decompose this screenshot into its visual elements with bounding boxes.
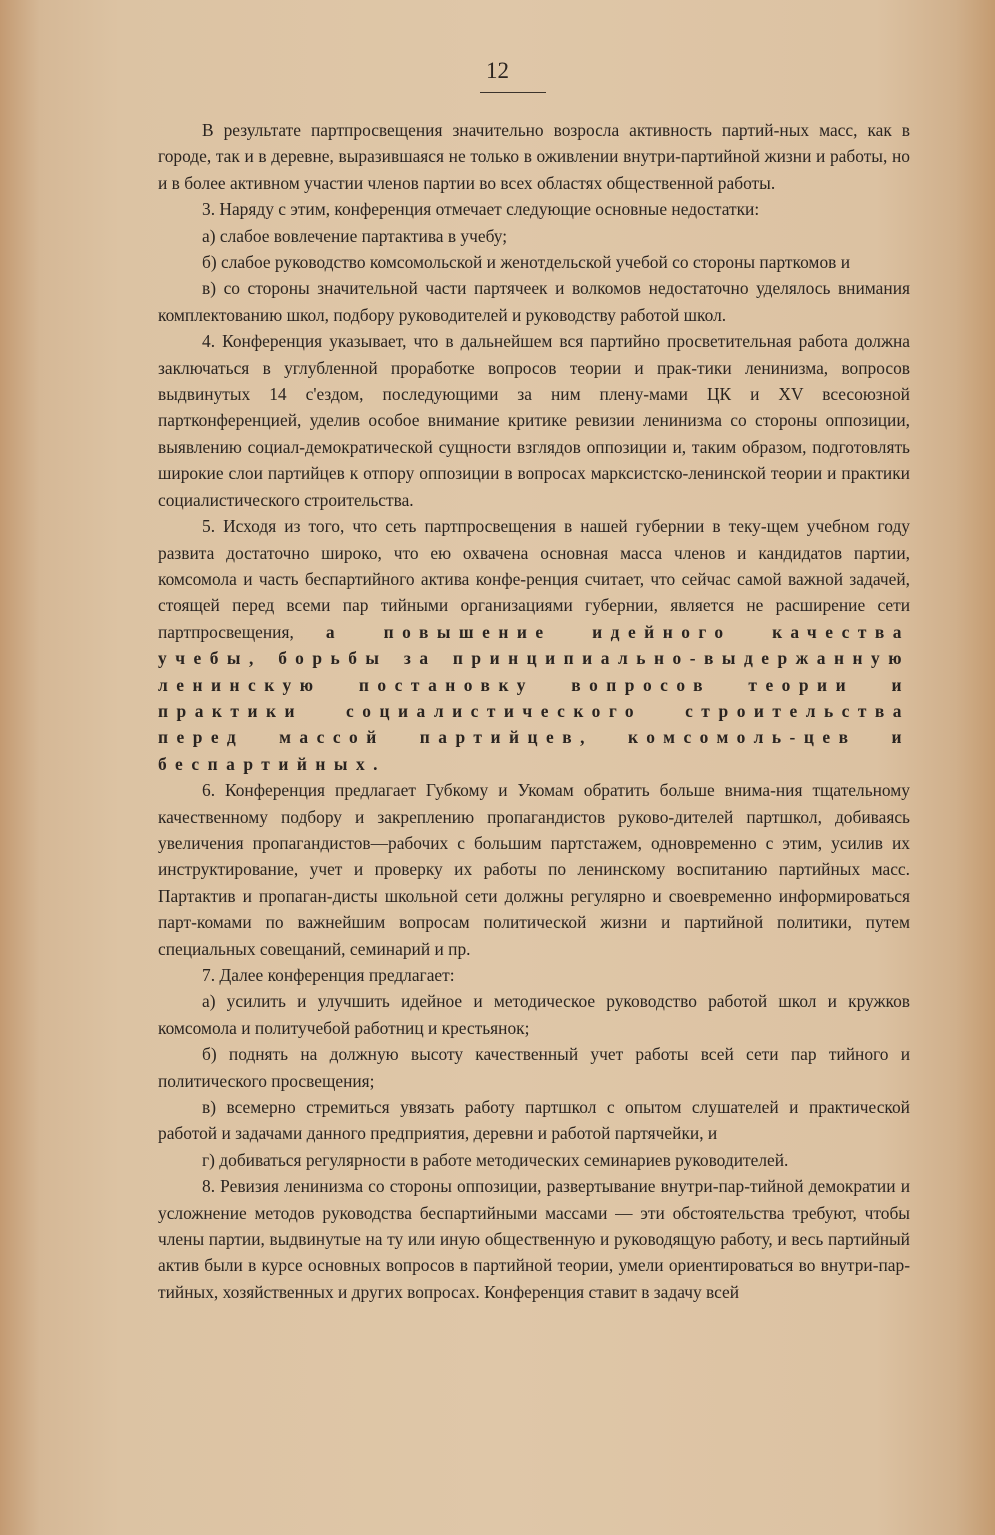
paragraph-5-emphasis: а повышение идейного качества учебы, борьбы за принципиально-выдержанную ленинскую постановку вопросов теории и практики социалистического строительства перед массой партийцев, комсомоль-цев и беспартийных. bbox=[158, 621, 910, 774]
body-text bbox=[158, 117, 910, 1305]
paragraph-3b: б) слабое руководство комсомольской и женотдельской учебой со стороны парткомов и bbox=[202, 252, 851, 273]
page-number-rule bbox=[480, 92, 546, 93]
page-number: 12 bbox=[486, 58, 509, 83]
paragraph-7c: в) всемерно стремиться увязать работу партшкол с опытом слушателей и практической работой и задачами данного предприятия, деревни и работой партячейки, и bbox=[158, 1097, 910, 1144]
paragraph-7b: б) поднять на должную высоту качественный учет работы всей сети пар тийного и политического просвещения; bbox=[158, 1044, 910, 1091]
paragraph-6: 6. Конференция предлагает Губкому и Укомам обратить больше внима-ния тщательному качественному подбору и закреплению пропагандистов руково-дителей партшкол, добиваясь увеличения пропагандистов—рабочих с большим партстажем, одновременно с этим, усилив их инструктирование, учет и проверку их работы по ленинскому воспитанию партийных масс. Партактив и пропаган-дисты школьной сети должны регулярно и своевременно информироваться парт-комами по важнейшим вопросам политической жизни и партийной политики, путем специальных совещаний, семинарий и пр. bbox=[158, 780, 910, 959]
paragraph-5 bbox=[158, 513, 910, 777]
paragraph-4: 4. Конференция указывает, что в дальнейшем вся партийно просветительная работа должна заключаться в углубленной проработке вопросов теории и прак-тики ленинизма, вопросов выдвинутых 14 с'ездом, последующими за ним плену-мами ЦК и XV всесоюзной партконференцией, уделив особое внимание критике ревизии ленинизма со стороны оппозиции, выявлению социал-демократической сущности взглядов оппозиции и, таким образом, подготовлять широкие слои партийцев к отпору оппозиции в вопросах марксистско-ленинской теории и практики социалистического строительства. bbox=[158, 331, 910, 510]
paragraph-3a: а) слабое вовлечение партактива в учебу; bbox=[202, 225, 508, 246]
paragraph-3: 3. Наряду с этим, конференция отмечает следующие основные недостатки: bbox=[202, 199, 760, 220]
paragraph-intro: В результате партпросвещения значительно возросла активность партий-ных масс, как в городе, так и в деревне, выразившаяся не только в оживлении внутри-партийной жизни и работы, но и в более активном участии членов партии во всех областях общественной работы. bbox=[158, 120, 910, 193]
paragraph-7: 7. Далее конференция предлагает: bbox=[202, 965, 455, 985]
paragraph-7d: г) добиваться регулярности в работе методических семинариев руководителей. bbox=[202, 1149, 789, 1170]
paragraph-3c: в) со стороны значительной части партячеек и волкомов недостаточно уделялось внимания комплектованию школ, подбору руководителей и руководству работой школ. bbox=[158, 278, 910, 325]
paragraph-7a: а) усилить и улучшить идейное и методическое руководство работой школ и кружков комсомола и политучебой работниц и крестьянок; bbox=[158, 991, 910, 1038]
paragraph-5-text: 5. Исходя из того, что сеть партпросвещения в нашей губернии в теку-щем учебном году развита достаточно широко, что ею охвачена основная масса членов и кандидатов партии, комсомола и часть беспартийного актива конфе-ренция считает, что сейчас самой важной задачей, стоящей перед всеми пар тийными организациями губернии, является не расширение сети партпросвещения, bbox=[158, 516, 910, 642]
paragraph-8: 8. Ревизия ленинизма со стороны оппозиции, развертывание внутри-пар-тийной демократии и усложнение методов руководства беспартийными массами — эти обстоятельства требуют, чтобы члены партии, выдвинутые на ту или иную общественную и руководящую работу, и весь партийный актив были в курсе основных вопросов в партийной теории, умели ориентироваться во внутри-пар-тийных, хозяйственных и других вопросах. Конференция ставит в задачу всей bbox=[158, 1176, 910, 1302]
